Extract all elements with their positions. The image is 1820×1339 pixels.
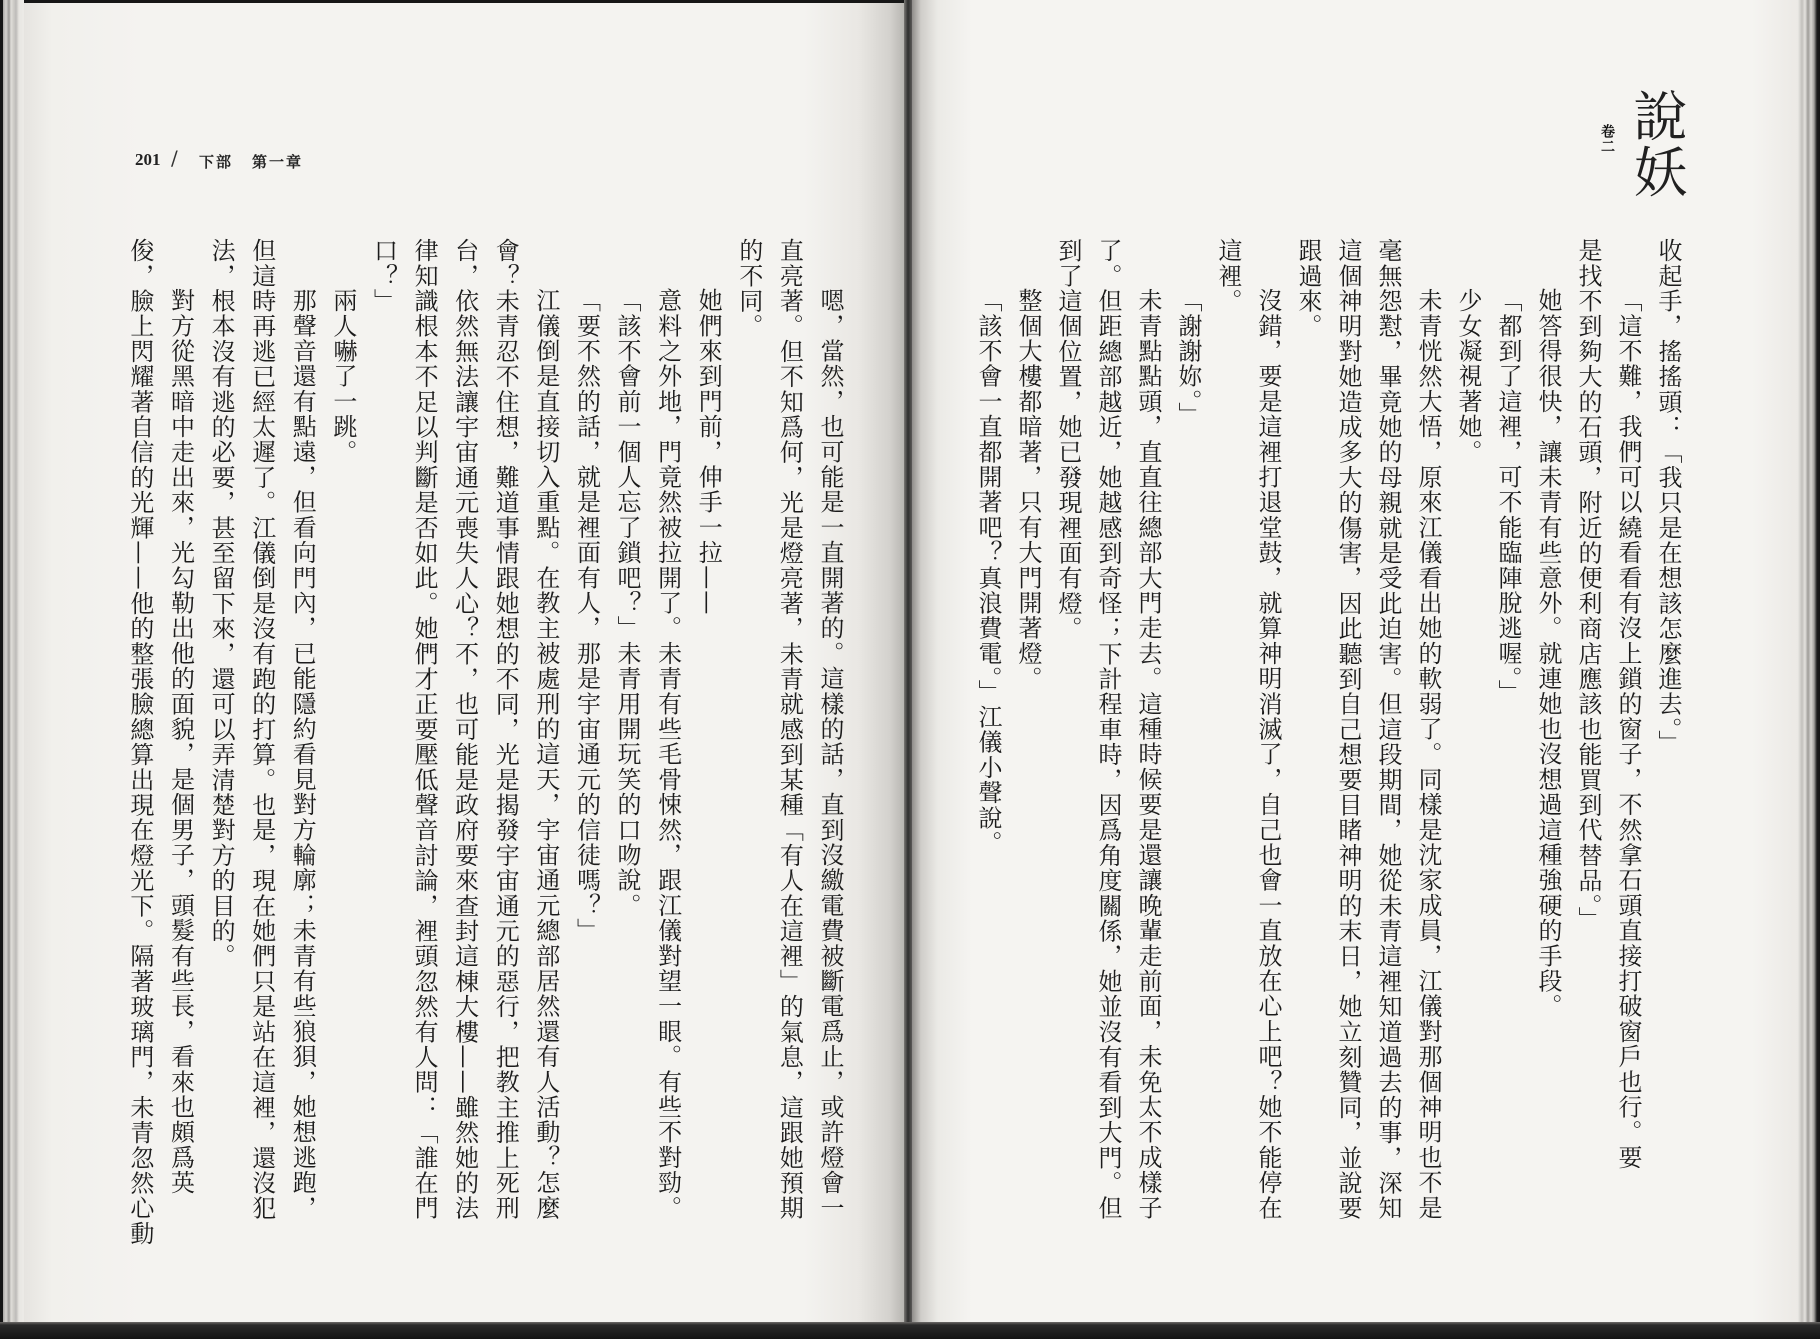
text-line: 到了這個位置，她已發現裡面有燈。 bbox=[1054, 238, 1082, 642]
paragraph bbox=[1048, 238, 1168, 1228]
chapter-title: 第一章 bbox=[252, 153, 304, 171]
paragraph bbox=[688, 238, 729, 1228]
text-line: 那聲音還有點遠，但看向門內，已能隱約看見對方輪廓；未青有些狼狽，她想逃跑， bbox=[288, 288, 317, 1221]
text-line: 未青恍然大悟，原來江儀看出她的軟弱了。同樣是沈家成員，江儀對那個神明也不是 bbox=[1414, 288, 1442, 1221]
paragraph bbox=[201, 238, 323, 1228]
text-line: 兩人嚇了一跳。 bbox=[328, 288, 357, 465]
text-line: 少女凝視著她。 bbox=[1454, 288, 1482, 465]
paragraph bbox=[728, 238, 850, 1228]
text-line: 對方從黑暗中走出來，光勾勒出他的面貌，是個男子，頭髮有些長，看來也頗爲英 bbox=[166, 288, 195, 1196]
right-page-edges bbox=[1798, 0, 1820, 1322]
text-line: 但這時再逃已經太遲了。江儀倒是沒有跑的打算。也是，現在她們只是站在這裡，還沒犯 bbox=[247, 238, 276, 1221]
right-page-body-text bbox=[968, 238, 1688, 1228]
paragraph bbox=[968, 238, 1008, 1228]
text-line: 意料之外地，門竟然被拉開了。未青有些毛骨悚然，跟江儀對望一眼。有些不對勁。 bbox=[653, 288, 682, 1221]
text-line: 台，依然無法讓宇宙通元喪失人心？不，也可能是政府要來查封這棟大樓——雖然她的法 bbox=[450, 238, 479, 1221]
paragraph bbox=[647, 238, 688, 1228]
text-line: 是找不到夠大的石頭，附近的便利商店應該也能買到代替品。」 bbox=[1574, 238, 1602, 932]
paragraph bbox=[363, 238, 566, 1228]
paragraph bbox=[1208, 238, 1288, 1228]
text-line: 她們來到門前，伸手一拉—— bbox=[694, 288, 723, 616]
text-line: 「該不會一直都開著吧？真浪費電。」江儀小聲說。 bbox=[974, 288, 1002, 856]
text-line: 毫無怨懟，畢竟她的母親就是受此迫害。但這段期間，她從未青這裡知道過去的事，深知 bbox=[1374, 238, 1402, 1221]
paragraph bbox=[1488, 238, 1528, 1228]
paragraph bbox=[119, 238, 200, 1246]
scan-bottom-edge bbox=[0, 1322, 1820, 1339]
text-line: 「要不然的話，就是裡面有人，那是宇宙通元的信徒嗎？」 bbox=[572, 288, 601, 944]
volume-label: 卷二 bbox=[1599, 124, 1615, 154]
paragraph bbox=[1648, 238, 1688, 1228]
text-line: 「都到了這裡，可不能臨陣脫逃喔。」 bbox=[1494, 288, 1522, 705]
text-line: 江儀倒是直接切入重點。在教主被處刑的這天，宇宙通元總部居然還有人活動？怎麼 bbox=[531, 288, 560, 1221]
text-line: 整個大樓都暗著，只有大門開著燈。 bbox=[1014, 288, 1042, 692]
paragraph bbox=[1528, 238, 1568, 1228]
text-line: 的不同。 bbox=[734, 238, 763, 339]
text-line: 「這不難，我們可以繞看看有沒上鎖的窗子，不然拿石頭直接打破窗戶也行。要 bbox=[1614, 288, 1642, 1170]
paragraph bbox=[566, 238, 607, 1228]
book-spine bbox=[904, 0, 912, 1322]
text-line: 嗯，當然，也可能是一直開著的。這樣的話，直到沒繳電費被斷電爲止，或許燈會一 bbox=[816, 288, 844, 1221]
paragraph bbox=[1568, 238, 1648, 1228]
text-line: 直亮著。但不知爲何，光是燈亮著，未青就感到某種「有人在這裡」的氣息，這跟她預期 bbox=[775, 238, 804, 1221]
paragraph bbox=[1448, 238, 1488, 1228]
text-line: 「謝謝妳。」 bbox=[1174, 288, 1202, 428]
paragraph bbox=[1288, 238, 1448, 1228]
paragraph bbox=[1168, 238, 1208, 1228]
text-line: 跟過來。 bbox=[1294, 238, 1322, 339]
text-line: 「該不會前一個人忘了鎖吧？」未青用開玩笑的口吻說。 bbox=[613, 288, 642, 918]
book-logo: 說妖 bbox=[1625, 88, 1688, 200]
left-page-body-text bbox=[119, 238, 850, 1246]
text-line: 法，根本沒有逃的必要，甚至留下來，還可以弄清楚對方的目的。 bbox=[207, 238, 236, 969]
text-line: 律知識根本不足以判斷是否如此。她們才正要壓低聲音討論，裡頭忽然有人問：「誰在門 bbox=[410, 238, 439, 1221]
part-title: 下部 bbox=[199, 153, 234, 171]
text-line: 這個神明對她造成多大的傷害，因此聽到自己想要目睹神明的末日，她立刻贊同，並說要 bbox=[1334, 238, 1362, 1221]
text-line: 了。但距總部越近，她越感到奇怪；下計程車時，因爲角度關係，她並沒有看到大門。但 bbox=[1094, 238, 1122, 1221]
text-line: 俊，臉上閃耀著自信的光輝——他的整張臉總算出現在燈光下。隔著玻璃門，未青忽然心動 bbox=[125, 238, 154, 1246]
text-line: 這裡。 bbox=[1214, 238, 1242, 314]
page-number: 201 bbox=[135, 150, 161, 169]
paragraph bbox=[606, 238, 647, 1228]
text-line: 會？未青忍不住想，難道事情跟她想的不同，光是揭發宇宙通元的惡行，把教主推上死刑 bbox=[491, 238, 520, 1221]
text-line: 收起手，搖搖頭：「我只是在想該怎麼進去。」 bbox=[1654, 238, 1682, 756]
text-line: 口？」 bbox=[369, 238, 398, 314]
paragraph bbox=[322, 238, 363, 1228]
text-line: 沒錯，要是這裡打退堂鼓，就算神明消滅了，自己也會一直放在心上吧？她不能停在 bbox=[1254, 288, 1282, 1221]
left-page-edges bbox=[0, 0, 24, 1322]
paragraph bbox=[1008, 238, 1048, 1228]
header-divider: / bbox=[171, 146, 178, 170]
text-line: 未青點點頭，直直往總部大門走去。這種時候要是還讓晚輩走前面，未免太不成樣子 bbox=[1134, 288, 1162, 1221]
text-line: 她答得很快，讓未青有些意外。就連她也沒想過這種強硬的手段。 bbox=[1534, 288, 1562, 1019]
